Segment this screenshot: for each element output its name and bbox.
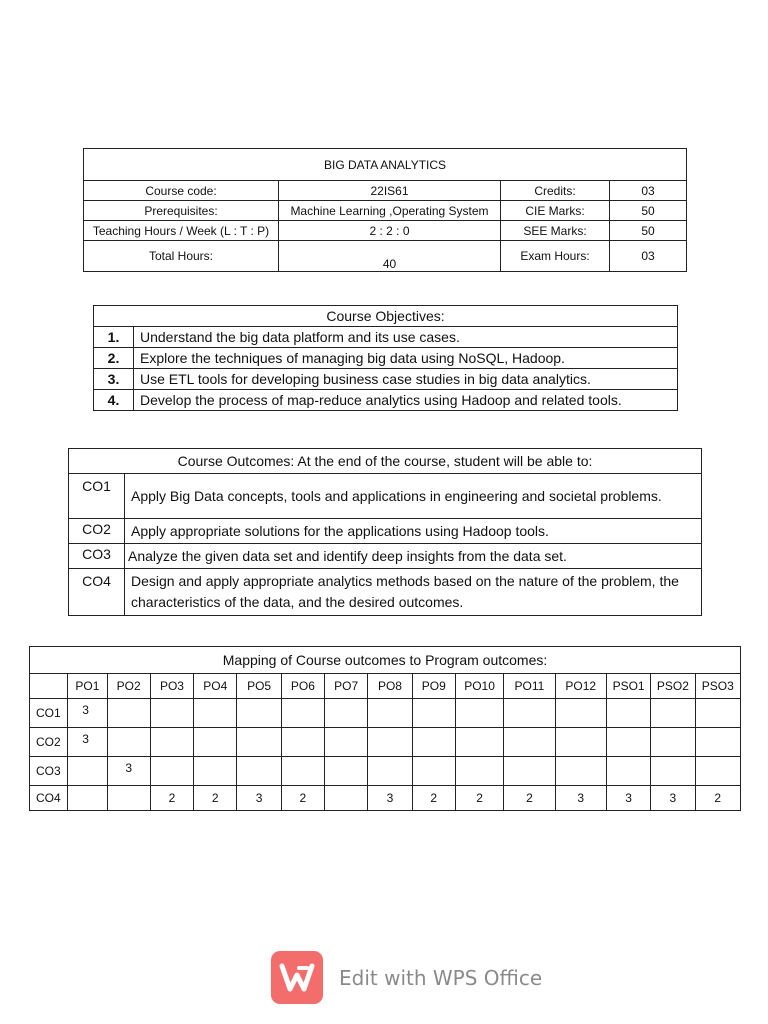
mapping-cell: 3 xyxy=(651,786,695,811)
objective-number: 1. xyxy=(94,327,134,348)
mapping-cell xyxy=(325,699,368,728)
mapping-cell xyxy=(555,728,606,757)
mapping-cell xyxy=(194,757,237,786)
outcome-code: CO1 xyxy=(69,474,125,519)
mapping-cell xyxy=(68,786,107,811)
mapping-cell: 2 xyxy=(455,786,503,811)
column-header: PO4 xyxy=(194,674,237,699)
corner-cell xyxy=(30,674,68,699)
objective-number: 2. xyxy=(94,348,134,369)
objective-number: 4. xyxy=(94,390,134,411)
mapping-header-row xyxy=(30,674,741,699)
mapping-cell xyxy=(504,757,555,786)
mapping-cell xyxy=(412,699,455,728)
mapping-cell: 3 xyxy=(368,786,412,811)
mapping-cell: 3 xyxy=(606,786,650,811)
list-item xyxy=(94,369,678,390)
list-item xyxy=(94,327,678,348)
table-row xyxy=(30,757,741,786)
mapping-cell xyxy=(368,699,412,728)
outcome-text: Apply appropriate solutions for the applications using Hadoop tools. xyxy=(125,519,702,544)
course-code-value: 22IS61 xyxy=(279,181,501,201)
mapping-cell xyxy=(651,728,695,757)
mapping-cell: 3 xyxy=(237,786,281,811)
wps-watermark-text: Edit with WPS Office xyxy=(339,965,543,990)
outcome-code: CO3 xyxy=(69,544,125,569)
table-row xyxy=(30,699,741,728)
course-row xyxy=(84,221,687,241)
column-header: PO6 xyxy=(281,674,324,699)
course-row xyxy=(84,181,687,201)
mapping-cell: 3 xyxy=(68,728,107,757)
column-header: PO12 xyxy=(555,674,606,699)
objective-text: Explore the techniques of managing big data using NoSQL, Hadoop. xyxy=(134,348,678,369)
mapping-cell xyxy=(555,757,606,786)
mapping-cell xyxy=(281,728,324,757)
column-header: PSO2 xyxy=(651,674,695,699)
mapping-cell: 2 xyxy=(695,786,740,811)
course-title: BIG DATA ANALYTICS xyxy=(84,149,687,181)
course-row xyxy=(84,201,687,221)
mapping-cell xyxy=(455,757,503,786)
mapping-cell xyxy=(150,757,193,786)
course-info-table xyxy=(83,148,687,272)
prerequisites-value: Machine Learning ,Operating System xyxy=(279,201,501,221)
course-outcomes-table xyxy=(68,448,702,616)
column-header: PO1 xyxy=(68,674,107,699)
mapping-heading: Mapping of Course outcomes to Program outcomes: xyxy=(30,647,741,674)
mapping-cell: 2 xyxy=(281,786,324,811)
outcome-code: CO2 xyxy=(69,519,125,544)
mapping-cell xyxy=(107,728,150,757)
objective-text: Understand the big data platform and its use cases. xyxy=(134,327,678,348)
mapping-cell xyxy=(504,728,555,757)
cie-marks-label: CIE Marks: xyxy=(501,201,610,221)
column-header: PO10 xyxy=(455,674,503,699)
list-item xyxy=(69,569,702,616)
mapping-cell xyxy=(651,699,695,728)
mapping-cell xyxy=(281,757,324,786)
column-header: PO9 xyxy=(412,674,455,699)
see-marks-label: SEE Marks: xyxy=(501,221,610,241)
co-po-mapping-table xyxy=(29,646,741,811)
mapping-cell xyxy=(606,728,650,757)
mapping-cell xyxy=(325,757,368,786)
mapping-cell xyxy=(606,699,650,728)
exam-hours-label: Exam Hours: xyxy=(501,241,610,272)
mapping-cell xyxy=(504,699,555,728)
column-header: PSO1 xyxy=(606,674,650,699)
mapping-cell xyxy=(455,699,503,728)
mapping-cell xyxy=(695,757,740,786)
credits-value: 03 xyxy=(610,181,687,201)
mapping-cell xyxy=(368,728,412,757)
mapping-cell: 2 xyxy=(412,786,455,811)
list-item xyxy=(94,390,678,411)
mapping-cell xyxy=(606,757,650,786)
column-header: PO8 xyxy=(368,674,412,699)
outcome-code: CO4 xyxy=(69,569,125,616)
course-objectives-table xyxy=(93,305,678,411)
mapping-cell: 3 xyxy=(555,786,606,811)
mapping-cell xyxy=(150,699,193,728)
mapping-cell xyxy=(412,757,455,786)
table-row xyxy=(30,786,741,811)
exam-hours-value: 03 xyxy=(610,241,687,272)
outcome-text: Analyze the given data set and identify deep insights from the data set. xyxy=(125,544,702,569)
objective-number: 3. xyxy=(94,369,134,390)
mapping-cell: 3 xyxy=(68,699,107,728)
mapping-cell xyxy=(651,757,695,786)
mapping-cell xyxy=(194,699,237,728)
cie-marks-value: 50 xyxy=(610,201,687,221)
column-header: PO2 xyxy=(107,674,150,699)
course-code-label: Course code: xyxy=(84,181,279,201)
column-header: PO11 xyxy=(504,674,555,699)
row-label: CO1 xyxy=(30,699,68,728)
list-item xyxy=(69,474,702,519)
prerequisites-label: Prerequisites: xyxy=(84,201,279,221)
mapping-cell xyxy=(150,728,193,757)
mapping-cell xyxy=(325,786,368,811)
mapping-cell xyxy=(325,728,368,757)
mapping-cell: 2 xyxy=(150,786,193,811)
objectives-heading: Course Objectives: xyxy=(94,306,678,327)
column-header: PO7 xyxy=(325,674,368,699)
credits-label: Credits: xyxy=(501,181,610,201)
see-marks-value: 50 xyxy=(610,221,687,241)
mapping-cell xyxy=(412,728,455,757)
total-hours-value: 40 xyxy=(279,241,501,272)
mapping-cell xyxy=(237,757,281,786)
mapping-cell xyxy=(107,786,150,811)
outcome-text: Apply Big Data concepts, tools and applications in engineering and societal problems. xyxy=(125,474,702,519)
mapping-cell xyxy=(68,757,107,786)
row-label: CO3 xyxy=(30,757,68,786)
outcome-text: Design and apply appropriate analytics methods based on the nature of the problem, the characteristics of the data, and the desired outcomes. xyxy=(125,569,702,616)
mapping-cell xyxy=(237,728,281,757)
mapping-cell xyxy=(194,728,237,757)
mapping-cell xyxy=(695,728,740,757)
list-item xyxy=(69,544,702,569)
column-header: PSO3 xyxy=(695,674,740,699)
mapping-cell xyxy=(237,699,281,728)
mapping-cell: 2 xyxy=(504,786,555,811)
mapping-cell xyxy=(455,728,503,757)
course-row xyxy=(84,241,687,272)
total-hours-label: Total Hours: xyxy=(84,241,279,272)
mapping-cell xyxy=(555,699,606,728)
mapping-cell xyxy=(695,699,740,728)
mapping-cell xyxy=(281,699,324,728)
wps-logo-icon xyxy=(271,951,323,1004)
wps-watermark[interactable] xyxy=(271,951,542,1004)
teaching-hours-label: Teaching Hours / Week (L : T : P) xyxy=(84,221,279,241)
objective-text: Use ETL tools for developing business case studies in big data analytics. xyxy=(134,369,678,390)
mapping-cell xyxy=(107,699,150,728)
mapping-cell: 2 xyxy=(194,786,237,811)
column-header: PO3 xyxy=(150,674,193,699)
teaching-hours-value: 2 : 2 : 0 xyxy=(279,221,501,241)
row-label: CO4 xyxy=(30,786,68,811)
mapping-cell xyxy=(368,757,412,786)
list-item xyxy=(94,348,678,369)
table-row xyxy=(30,728,741,757)
column-header: PO5 xyxy=(237,674,281,699)
mapping-cell: 3 xyxy=(107,757,150,786)
objective-text: Develop the process of map-reduce analytics using Hadoop and related tools. xyxy=(134,390,678,411)
outcomes-heading: Course Outcomes: At the end of the course, student will be able to: xyxy=(69,449,702,474)
row-label: CO2 xyxy=(30,728,68,757)
list-item xyxy=(69,519,702,544)
